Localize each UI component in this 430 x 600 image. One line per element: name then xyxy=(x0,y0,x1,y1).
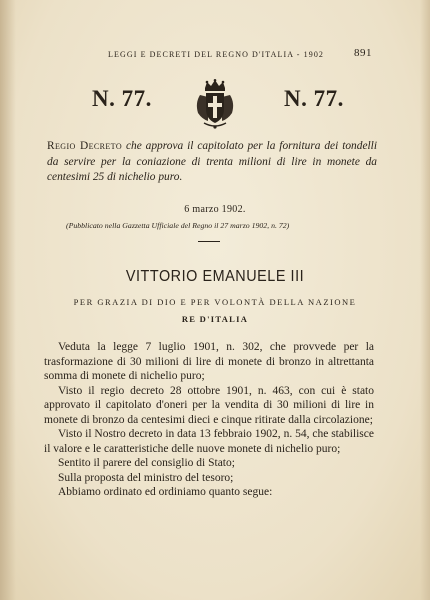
body-paragraph: Veduta la legge 7 luglio 1901, n. 302, che provvede per la trasformazione di 30 milioni di lire di monete di bronzo in altrettanta somma di monete di nichelio puro; xyxy=(44,341,374,382)
sovereign-name: VITTORIO EMANUELE III xyxy=(125,268,305,285)
decree-body xyxy=(44,340,374,500)
body-paragraph: Abbiamo ordinato ed ordiniamo quanto segue: xyxy=(58,486,273,498)
decree-abstract xyxy=(47,139,377,186)
sovereign-grace: PER GRAZIA DI DIO E PER VOLONTÀ DELLA NAZIONE xyxy=(73,297,357,307)
royal-coat-of-arms-icon xyxy=(194,79,236,129)
body-paragraph: Sentito il parere del consiglio di Stato; xyxy=(58,457,235,469)
page-number: 891 xyxy=(354,47,372,59)
body-paragraph: Visto il Nostro decreto in data 13 febbraio 1902, n. 54, che stabilisce il valore e le caratteristiche delle nuove monete di nichelio puro; xyxy=(44,428,374,455)
divider-rule xyxy=(198,241,220,242)
decree-date: 6 marzo 1902. xyxy=(184,204,246,215)
abstract-lead: Regio Decreto xyxy=(47,140,123,152)
body-paragraph: Visto il regio decreto 28 ottobre 1901, n. 463, con cui è stato approvato il capitolato d'oneri per la vendita di 30 milioni di lire in monete di bronzo da centesimi dieci e cinque ritirate dalla circolazione; xyxy=(44,384,374,426)
body-paragraph: Sulla proposta del ministro del tesoro; xyxy=(58,471,234,484)
abstract-text: che approva il capitolato per la fornitura dei tondelli da servire per la coniazione di trenta milioni di lire in monete da centesimi 25 di nichelio puro. xyxy=(47,140,377,183)
sovereign-realm: RE D'ITALIA xyxy=(181,314,249,324)
decree-number-right: N. 77. xyxy=(284,86,344,111)
running-head: LEGGI E DECRETI DEL REGNO D'ITALIA - 1902 xyxy=(108,50,325,59)
decree-number-left: N. 77. xyxy=(92,86,152,111)
publication-note: (Pubblicato nella Gazzetta Ufficiale del Regno il 27 marzo 1902, n. 72) xyxy=(66,221,290,230)
